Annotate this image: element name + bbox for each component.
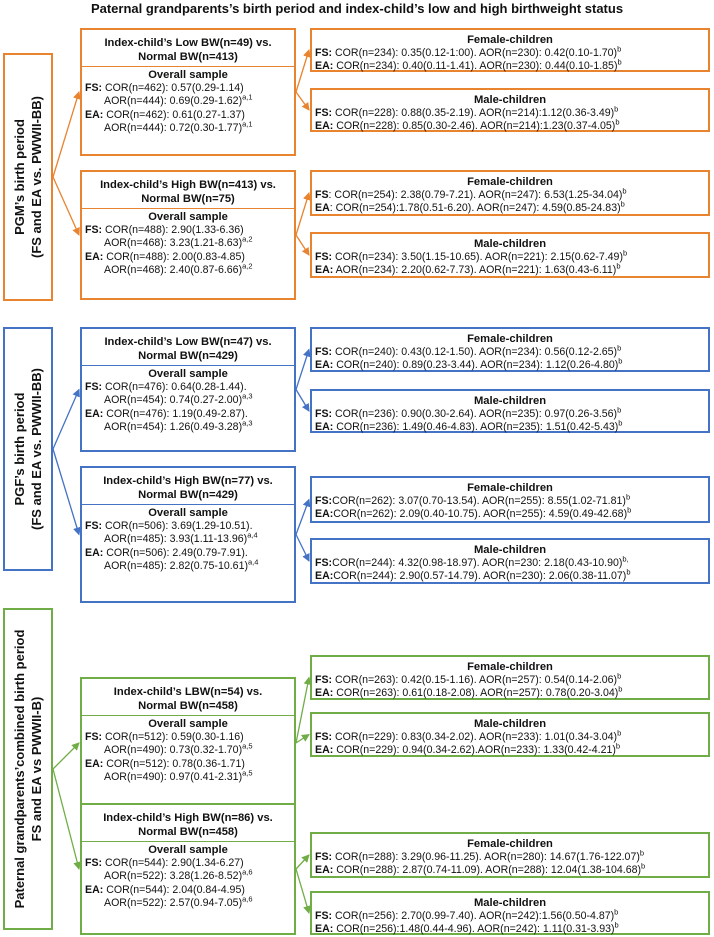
stat-row — [82, 92, 294, 108]
box-heading: Normal BW(n=458) — [138, 700, 238, 712]
stat-row — [312, 57, 708, 73]
box-heading: Female-children — [467, 661, 553, 673]
divider — [82, 208, 294, 209]
footnote-marker: b — [626, 567, 631, 577]
footnote-marker: b — [617, 44, 622, 54]
stat-row — [312, 907, 708, 923]
box-heading: Index-child’s High BW(n=413) vs. — [100, 179, 276, 191]
stat-value: COR(n=488): 2.90(1.33-6.36) — [102, 224, 244, 236]
arrow — [296, 390, 309, 412]
stat-group-label: EA: — [315, 264, 334, 277]
footnote-marker: a,1 — [242, 92, 253, 102]
stat-value: COR(n=228): 0.88(0.35-2.19). AOR(n=214):1.12(0.36-3.49) — [332, 107, 615, 119]
footnote-marker: b — [627, 505, 632, 515]
footnote-marker: b — [618, 356, 623, 366]
stat-row — [82, 418, 294, 434]
stat-value: AOR(n=444): 0.72(0.30-1.77) — [104, 122, 243, 135]
stat-row — [82, 391, 294, 407]
divider — [82, 504, 294, 505]
stat-value: COR(n=262): 3.07(0.70-13.54). AOR(n=255): 8.55(1.02-71.81) — [332, 495, 626, 507]
stat-group-label: EA: — [85, 757, 104, 770]
footnote-marker: b — [614, 920, 619, 930]
stat-row — [312, 117, 708, 133]
stat-row — [312, 104, 708, 120]
female-children-box — [310, 28, 710, 72]
stat-value: COR(n=476): 1.19(0.49-2.87). — [103, 407, 248, 420]
box-heading: Female-children — [467, 34, 553, 46]
footnote-marker: b — [617, 671, 622, 681]
divider — [82, 365, 294, 366]
footnote-marker: a,6 — [242, 894, 253, 904]
female-children-box — [310, 170, 710, 216]
section-label — [11, 96, 45, 258]
box-heading: Male-children — [473, 718, 547, 730]
stat-value: COR(n=234): 0.40(0.11-1.41). AOR(n=230): 0.44(0.10-1.85) — [333, 60, 618, 73]
section-label — [11, 368, 45, 530]
footnote-marker: b — [620, 199, 625, 209]
stat-row — [312, 261, 708, 277]
stat-row — [82, 251, 294, 264]
overall-sample-box — [80, 803, 296, 935]
stat-value: COR(n=256):1.48(0.44-4.96). AOR(n=242): 1.11(0.31-3.93) — [333, 923, 615, 936]
stat-value: COR(n=512): 0.78(0.36-1.71) — [103, 757, 245, 770]
overall-sample-box — [80, 327, 296, 452]
footnote-marker: a,2 — [242, 234, 253, 244]
footnote-marker: b, — [622, 554, 629, 564]
section-label — [11, 630, 45, 909]
stat-row — [82, 381, 294, 394]
stat-value: COR(n=228): 0.85(0.30-2.46). AOR(n=214):1.23(0.37-4.05) — [333, 120, 616, 133]
stat-row — [82, 894, 294, 910]
stat-value: AOR(n=490): 0.97(0.41-2.31) — [104, 771, 243, 784]
stat-value: COR(n=263): 0.42(0.15-1.16). AOR(n=257): 0.54(0.14-2.06) — [332, 674, 618, 686]
female-children-box — [310, 327, 710, 372]
stat-row — [312, 741, 708, 757]
stat-value: COR(n=240): 0.89(0.23-3.44). AOR(n=234): 1.12(0.26-4.80) — [333, 359, 619, 372]
stat-value: COR(n=234): 0.35(0.12-1:00). AOR(n=230): 0.42(0.10-1.70) — [332, 47, 618, 59]
stat-group-label: EA: — [315, 687, 334, 700]
stat-group-label: EA: — [315, 744, 334, 757]
stat-row — [82, 768, 294, 784]
stat-value: AOR(n=444): 0.69(0.29-1.62) — [104, 95, 243, 108]
box-heading: Index-child’s LBW(n=54) vs. — [113, 686, 263, 698]
stat-value: COR(n=262): 2.09(0.40-10.75). AOR(n=255): 4.59(0.49-42.68) — [333, 508, 628, 521]
male-children-box — [310, 88, 710, 132]
stat-group-label: EA: — [315, 508, 334, 521]
arrow — [53, 769, 79, 869]
stat-row — [82, 557, 294, 573]
stat-value: AOR(n=454): 1.26(0.49-3.28) — [104, 421, 243, 434]
stat-group-label: EA: — [85, 250, 104, 263]
stat-row — [312, 248, 708, 264]
stat-row — [82, 884, 294, 897]
box-heading: Normal BW(n=429) — [138, 489, 238, 501]
stat-value: AOR(n=468): 3.23(1.21-8.63) — [104, 237, 243, 250]
box-heading: Index-child’s High BW(n=86) vs. — [103, 812, 273, 824]
stat-row — [82, 119, 294, 135]
section-label-line: Paternal grandparents’combined birth period — [12, 629, 27, 909]
stat-row — [82, 261, 294, 277]
stat-group-label: EA: — [85, 546, 104, 559]
stat-group-label: EA: — [315, 60, 334, 73]
stat-row — [312, 418, 708, 434]
arrow — [53, 92, 79, 177]
arrow — [296, 193, 309, 235]
stat-row — [312, 356, 708, 372]
stat-value: AOR(n=485): 3.93(1.11-13.96) — [104, 533, 248, 546]
footnote-marker: b — [618, 418, 623, 428]
male-children-box — [310, 712, 710, 757]
arrow — [296, 235, 309, 255]
footnote-marker: b — [622, 186, 627, 196]
stat-group-label: EA: — [315, 421, 334, 434]
stat-value: COR(n=234): 3.50(1.15-10.65). AOR(n=221): 2.15(0.62-7.49) — [332, 251, 623, 263]
stat-value: COR(n=506): 2.49(0.79-7.91). — [103, 546, 248, 559]
stat-row — [82, 547, 294, 560]
arrow — [53, 390, 79, 450]
stat-group-label: FS: — [85, 520, 103, 532]
stat-row — [82, 520, 294, 533]
stat-value: COR(n=506): 3.69(1.29-10.51). — [102, 520, 253, 532]
stat-value: COR(n=240): 0.43(0.12-1.50). AOR(n=234): 0.56(0.12-2.65) — [332, 346, 618, 358]
stat-group-label: EA: — [85, 108, 104, 121]
box-heading: Male-children — [473, 94, 547, 106]
stat-group-label: FS: — [315, 346, 333, 358]
stat-group-label: EA: — [315, 864, 334, 877]
section-label-line: (FS and EA vs. PWWII-BB) — [29, 95, 44, 259]
box-heading: Index-child’s High BW(n=77) vs. — [103, 475, 273, 487]
overall-sample-label: Overall sample — [148, 844, 228, 856]
footnote-marker: b — [639, 848, 645, 858]
stat-group-label: FS: — [315, 107, 333, 119]
box-heading: Male-children — [473, 544, 547, 556]
box-heading: Female-children — [467, 176, 553, 188]
section-label-line: PGF’s birth period — [12, 392, 27, 506]
stat-row — [312, 848, 708, 864]
section-label-box — [3, 327, 53, 571]
stat-row — [312, 44, 708, 60]
section-label-box — [3, 53, 53, 301]
footnote-marker: b — [616, 261, 621, 271]
stat-group-label: FS: — [85, 381, 103, 393]
stat-group-label: EA: — [85, 407, 104, 420]
stat-value: COR(n=462): 0.61(0.27-1.37) — [103, 108, 245, 121]
arrow — [296, 92, 309, 110]
stat-value: COR(n=229): 0.83(0.34-2.02). AOR(n=233): 1.01(0.34-3.04) — [332, 731, 618, 743]
stat-group-label: FS: — [85, 224, 103, 236]
divider — [82, 66, 294, 67]
stat-group-label: EA — [315, 202, 330, 215]
arrow — [296, 50, 309, 92]
stat-row — [312, 505, 708, 521]
stat-row — [82, 82, 294, 95]
stat-group-label: FS: — [85, 731, 103, 743]
arrow — [296, 500, 309, 535]
stat-row — [312, 492, 708, 508]
section-label-line: PGM’s birth period — [12, 119, 27, 235]
stat-value: COR(n=476): 0.64(0.28-1.44). — [102, 381, 247, 393]
overall-sample-label: Overall sample — [148, 718, 228, 730]
stat-row — [312, 199, 708, 215]
box-heading: Index-child’s Low BW(n=47) vs. — [104, 336, 272, 348]
stat-value: COR(n=488): 2.00(0.83-4.85) — [103, 250, 245, 263]
overall-sample-label: Overall sample — [148, 368, 228, 380]
stat-value: COR(n=236): 1.49(0.46-4.83). AOR(n=235): 1.51(0.42-5.43) — [333, 421, 619, 434]
arrow — [296, 855, 309, 869]
box-heading: Normal BW(n=413) — [138, 51, 238, 63]
stat-row — [312, 861, 708, 877]
footnote-marker: b — [618, 684, 623, 694]
box-heading: Female-children — [467, 838, 553, 850]
stat-value: COR(n=288): 2.87(0.74-11.09). AOR(n=288): 12.04(1.38-104.68) — [333, 864, 642, 877]
figure-title: Paternal grandparents’s birth period and index-child’s low and high birthweight status — [90, 1, 624, 16]
stat-row — [82, 224, 294, 237]
stat-group-label: FS: — [315, 731, 333, 743]
arrow — [296, 869, 309, 913]
section-label-line: (FS and EA vs. PWWII-BB) — [29, 367, 44, 531]
box-heading: Male-children — [473, 897, 547, 909]
box-heading: Male-children — [473, 395, 547, 407]
footnote-marker: a,5 — [242, 741, 253, 751]
footnote-marker: b — [617, 57, 622, 67]
stat-value: COR(n=256): 2.70(0.99-7.40). AOR(n=242):1.56(0.50-4.87) — [332, 910, 615, 922]
stat-group-label: FS: — [315, 557, 333, 569]
stat-value: AOR(n=522): 3.28(1.26-8.52) — [104, 870, 243, 883]
arrow — [53, 449, 79, 535]
stat-row — [82, 109, 294, 122]
arrow — [53, 743, 79, 769]
stat-value: COR(n=263): 0.61(0.18-2.08). AOR(n=257): 0.78(0.20-3.04) — [333, 687, 619, 700]
stat-value: COR(n=229): 0.94(0.34-2.62).AOR(n=233): 1.33(0.42-4.21) — [333, 744, 616, 757]
footnote-marker: b — [615, 117, 620, 127]
stat-group-label: FS: — [85, 857, 103, 869]
overall-sample-box — [80, 28, 296, 156]
stat-value: AOR(n=454): 0.74(0.27-2.00) — [104, 394, 243, 407]
footnote-marker: b — [617, 405, 622, 415]
stat-row — [312, 671, 708, 687]
overall-sample-box — [80, 466, 296, 603]
stat-group-label: EA: — [315, 120, 334, 133]
footnote-marker: b — [625, 492, 631, 502]
stat-row — [82, 234, 294, 250]
box-heading: Female-children — [467, 333, 553, 345]
stat-value: COR(n=236): 0.90(0.30-2.64). AOR(n=235): 0.97(0.26-3.56) — [332, 408, 618, 420]
arrow — [296, 535, 309, 562]
stat-group-label: FS: — [315, 251, 333, 263]
stat-value: AOR(n=468): 2.40(0.87-6.66) — [104, 264, 243, 277]
stat-group-label: FS: — [85, 82, 103, 94]
overall-sample-box — [80, 170, 296, 300]
stat-row — [312, 405, 708, 421]
male-children-box — [310, 538, 710, 584]
stat-value: : COR(n=254): 2.38(0.79-7.21). AOR(n=247): 6.53(1.25-34.04) — [328, 189, 623, 201]
divider — [82, 841, 294, 842]
stat-row — [312, 554, 708, 570]
stat-value: COR(n=544): 2.04(0.84-4.95) — [103, 883, 245, 896]
stat-group-label: FS: — [315, 47, 333, 59]
footnote-marker: a,3 — [242, 418, 253, 428]
stat-value: : COR(n=254):1.78(0.51-6.20). AOR(n=247): 4.59(0.85-24.83) — [329, 202, 621, 215]
box-heading: Normal BW(n=458) — [138, 826, 238, 838]
male-children-box — [310, 389, 710, 433]
stat-group-label: EA: — [315, 570, 334, 583]
arrow — [53, 177, 79, 235]
stat-value: COR(n=512): 0.59(0.30-1.16) — [102, 731, 244, 743]
stat-value: AOR(n=234): 2.20(0.62-7.73). AOR(n=221): 1.63(0.43-6.11) — [333, 264, 617, 277]
overall-sample-label: Overall sample — [148, 211, 228, 223]
footnote-marker: b — [617, 343, 622, 353]
section-label-line: FS and EA vs PWWII-B) — [29, 696, 44, 842]
stat-value: AOR(n=522): 2.57(0.94-7.05) — [104, 897, 243, 910]
footnote-marker: b — [614, 104, 619, 114]
box-heading: Normal BW(n=429) — [138, 350, 238, 362]
footnote-marker: b — [615, 741, 621, 751]
stat-row — [312, 728, 708, 744]
footnote-marker: b — [641, 861, 646, 871]
stat-group-label: FS: — [315, 495, 333, 507]
stat-row — [82, 741, 294, 757]
footnote-marker: a,5 — [242, 768, 253, 778]
box-heading: Male-children — [473, 238, 547, 250]
footnote-marker: a,3 — [242, 391, 253, 401]
stat-value: COR(n=244): 4.32(0.98-18.97). AOR(n=230: 2.18(0.43-10.90) — [332, 557, 623, 569]
stat-group-label: FS: — [315, 910, 333, 922]
stat-row — [82, 867, 294, 883]
stat-group-label: FS — [315, 189, 329, 201]
stat-row — [312, 343, 708, 359]
stat-group-label: EA: — [85, 883, 104, 896]
stat-row — [82, 857, 294, 870]
box-heading: Normal BW(n=75) — [141, 193, 235, 205]
divider — [82, 715, 294, 716]
female-children-box — [310, 655, 710, 700]
stat-row — [312, 567, 708, 583]
stat-value: COR(n=544): 2.90(1.34-6.27) — [102, 857, 244, 869]
overall-sample-label: Overall sample — [148, 507, 228, 519]
footnote-marker: b — [622, 248, 628, 258]
box-heading: Female-children — [467, 482, 553, 494]
overall-sample-box — [80, 677, 296, 809]
stat-group-label: EA: — [315, 923, 334, 936]
male-children-box — [310, 232, 710, 278]
stat-row — [82, 731, 294, 744]
stat-row — [82, 758, 294, 771]
stat-group-label: FS: — [315, 408, 333, 420]
stat-row — [82, 530, 294, 546]
stat-group-label: FS: — [315, 851, 333, 863]
female-children-box — [310, 476, 710, 523]
stat-group-label: FS: — [315, 674, 333, 686]
arrow — [296, 678, 309, 744]
footnote-marker: a,4 — [247, 557, 259, 567]
stat-row — [312, 186, 708, 202]
stat-group-label: EA: — [315, 359, 334, 372]
stat-value: AOR(n=490): 0.73(0.32-1.70) — [104, 744, 243, 757]
male-children-box — [310, 891, 710, 935]
stat-value: AOR(n=485): 2.82(0.75-10.61) — [104, 560, 248, 573]
footnote-marker: a,6 — [242, 867, 253, 877]
footnote-marker: a,2 — [242, 261, 253, 271]
stat-value: COR(n=462): 0.57(0.29-1.14) — [102, 82, 244, 94]
stat-value: COR(n=244): 2.90(0.57-14.79). AOR(n=230): 2.06(0.38-11.07) — [333, 570, 627, 583]
stat-row — [82, 408, 294, 421]
overall-sample-label: Overall sample — [148, 69, 228, 81]
section-label-box — [3, 608, 53, 930]
footnote-marker: a,4 — [247, 530, 258, 540]
female-children-box — [310, 832, 710, 878]
footnote-marker: a,1 — [242, 119, 253, 129]
box-heading: Index-child’s Low BW(n=49) vs. — [104, 37, 272, 49]
stat-value: COR(n=288): 3.29(0.96-11.25). AOR(n=280): 14.67(1.76-122.07) — [332, 851, 640, 863]
arrow — [296, 350, 309, 390]
stat-row — [312, 684, 708, 700]
footnote-marker: b — [617, 728, 622, 738]
footnote-marker: b — [614, 907, 619, 917]
